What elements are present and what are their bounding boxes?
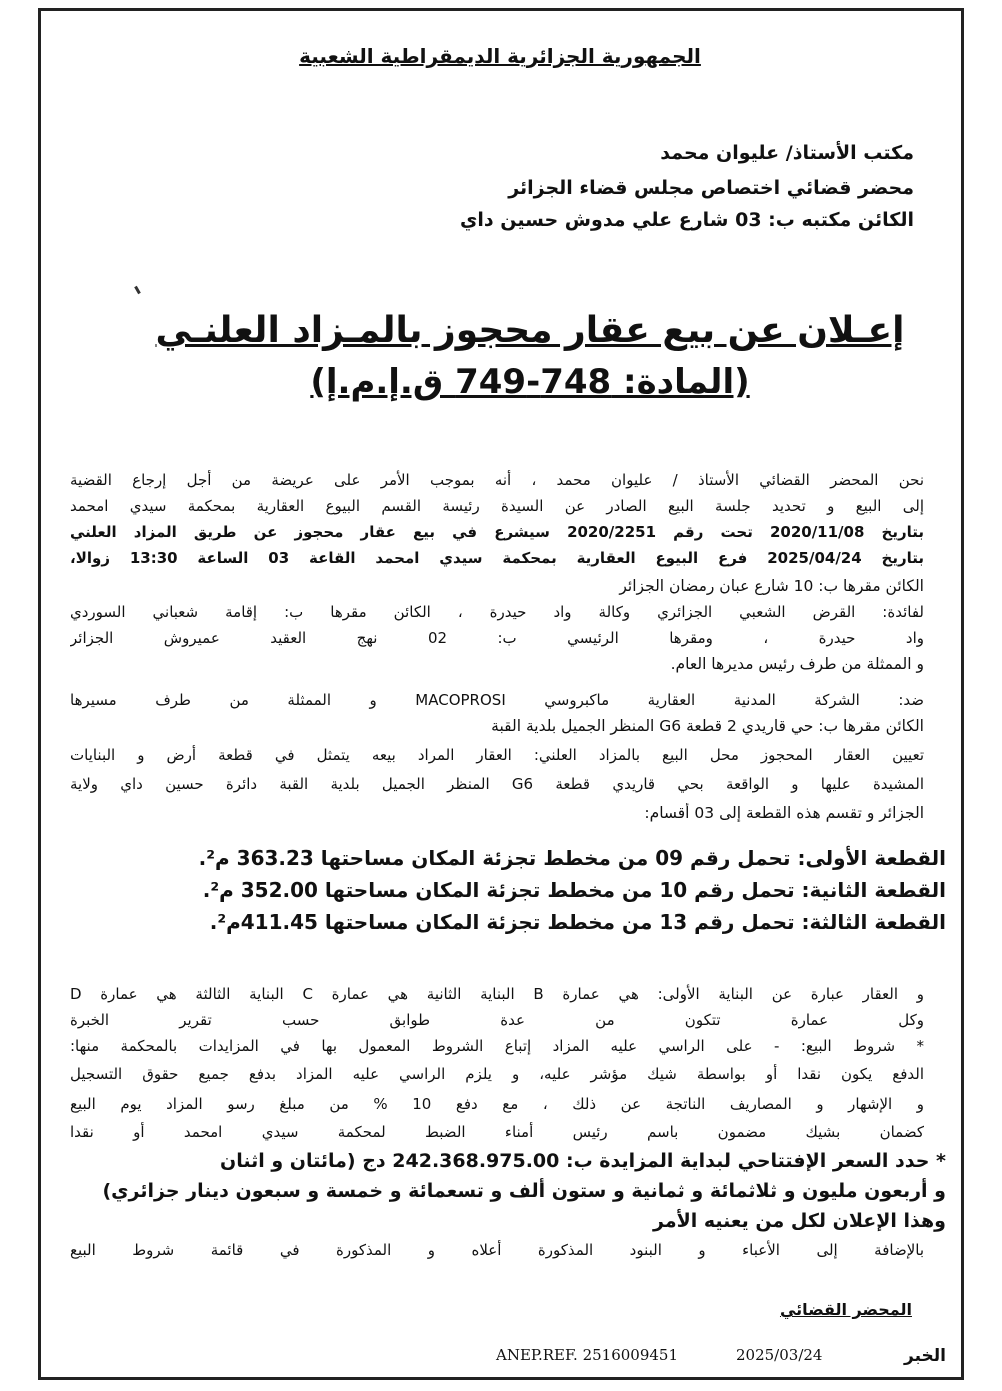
body-line: المشيدة عليها و الواقعة بحي قاريدي قطعة G6 المنظر الجميل بلدية القبة دائرة حسين داي ولاية: [70, 775, 924, 793]
publication-date: 2025/03/24: [736, 1346, 823, 1364]
body-line: و الممثلة من طرف رئيس مديرها العام.: [670, 655, 924, 673]
opening-price: * حدد السعر الإفتتاحي لبداية المزايدة ب: 242.368.975.00 دج (مائتان و اثنان: [220, 1150, 946, 1172]
conditions-line: و الإشهار و المصاريف الناتجة عن ذلك ، مع دفع 10 % من مبلغ رسو المزاد يوم البيع: [70, 1095, 924, 1113]
conditions-line: و العقار عبارة عن البناية الأولى: هي عمارة B البناية الثانية هي عمارة C البناية الثالثة هي عمارة D: [70, 985, 924, 1003]
announcement-article: (المادة: 748-749 ق.إ.م.إ): [310, 362, 750, 402]
body-line: بتاريخ 2025/04/24 فرع البيوع العقارية بمحكمة سيدي امحمد القاعة 03 الساعة 13:30 زوالا،: [70, 549, 924, 567]
price-in-words: و أربعون مليون و ثلاثمائة و ثمانية و ستون ألف و تسعمائة و خمسة و سبعون دينار جزائري): [102, 1180, 946, 1202]
announcement-title: إعـلان عن بيع عقار محجوز بالمـزاد العلنـي: [155, 310, 905, 351]
body-line: تعيين العقار المحجوز محل البيع بالمزاد العلني: العقار المراد بيعه يتمثل في قطعة أرض و البنايات: [70, 746, 924, 764]
body-line: نحن المحضر القضائي الأستاذ / عليوان محمد ، أنه بموجب الأمر على عريضة من أجل إرجاع القضية: [70, 471, 924, 489]
bailiff-signature-label: المحضر القضائي: [779, 1300, 912, 1319]
lot-3: القطعة الثالثة: تحمل رقم 13 من مخطط تجزئة المكان مساحتها 411.45م².: [209, 910, 946, 934]
body-line: الكائن مقرها ب: حي قاريدي 2 قطعة G6 المنظر الجميل بلدية القبة: [491, 717, 924, 735]
body-line: الجزائر و تقسم هذه القطعة إلى 03 أقسام:: [644, 804, 924, 822]
body-line: إلى البيع و تحديد جلسة البيع الصادر عن السيدة رئيسة القسم البيوع العقارية بمحكمة سيدي امحمد: [70, 497, 924, 515]
anep-reference: ANEP.REF. 2516009451: [496, 1346, 679, 1364]
body-line: لفائدة: القرض الشعبي الجزائري وكالة واد حيدرة ، الكائن مقرها ب: إقامة شعباني السوردي: [70, 603, 924, 621]
conditions-line: بالإضافة إلى الأعباء و البنود المذكورة أعلاه و المذكورة في قائمة شروط البيع: [70, 1241, 924, 1259]
body-line: بتاريخ 2020/11/08 تحت رقم 2020/2251 سيشرع في بيع عقار محجوز عن طريق المزاد العلني: [70, 523, 924, 541]
body-line: الكائن مقرها ب: 10 شارع عبان رمضان الجزائر: [619, 577, 924, 595]
republic-heading: الجمهورية الجزائرية الديمقراطية الشعبية: [299, 44, 701, 68]
office-line-3: الكائن مكتبه ب: 03 شارع علي مدوش حسين داي: [460, 209, 914, 231]
conditions-line: كضمان بشيك مضمون باسم رئيس أمناء الضبط لمحكمة سيدي امحمد أو نقدا: [70, 1123, 924, 1141]
office-line-2: محضر قضائي اختصاص مجلس قضاء الجزائر: [508, 177, 914, 199]
body-line: ضد: الشركة المدنية العقارية ماكبروسي MACOPROSI و الممثلة من طرف مسيرها: [70, 691, 924, 709]
conditions-line: * شروط البيع: - على الراسي عليه المزاد إتباع الشروط المعمول بها في المزايدات بالمحكمة منها:: [70, 1037, 924, 1055]
lot-1: القطعة الأولى: تحمل رقم 09 من مخطط تجزئة المكان مساحتها 363.23 م².: [198, 846, 946, 870]
lot-2: القطعة الثانية: تحمل رقم 10 من مخطط تجزئة المكان مساحتها 352.00 م².: [202, 878, 946, 902]
office-line-1: مكتب الأستاذ/ عليوان محمد: [660, 142, 914, 164]
conditions-line: الدفع يكون نقدا أو بواسطة شيك مؤشر عليه، و يلزم الراسي عليه المزاد بدفع جميع حقوق التسجيل: [70, 1065, 924, 1083]
body-line: واد حيدرة ، ومقرها الرئيسي ب: 02 نهج العقيد عميروش الجزائر: [70, 629, 924, 647]
notice-statement: وهذا الإعلان لكل من يعنيه الأمر: [653, 1210, 946, 1232]
conditions-line: وكل عمارة تتكون من عدة طوابق حسب تقرير الخبرة: [70, 1011, 924, 1029]
newspaper-name: الخبر: [904, 1346, 946, 1366]
